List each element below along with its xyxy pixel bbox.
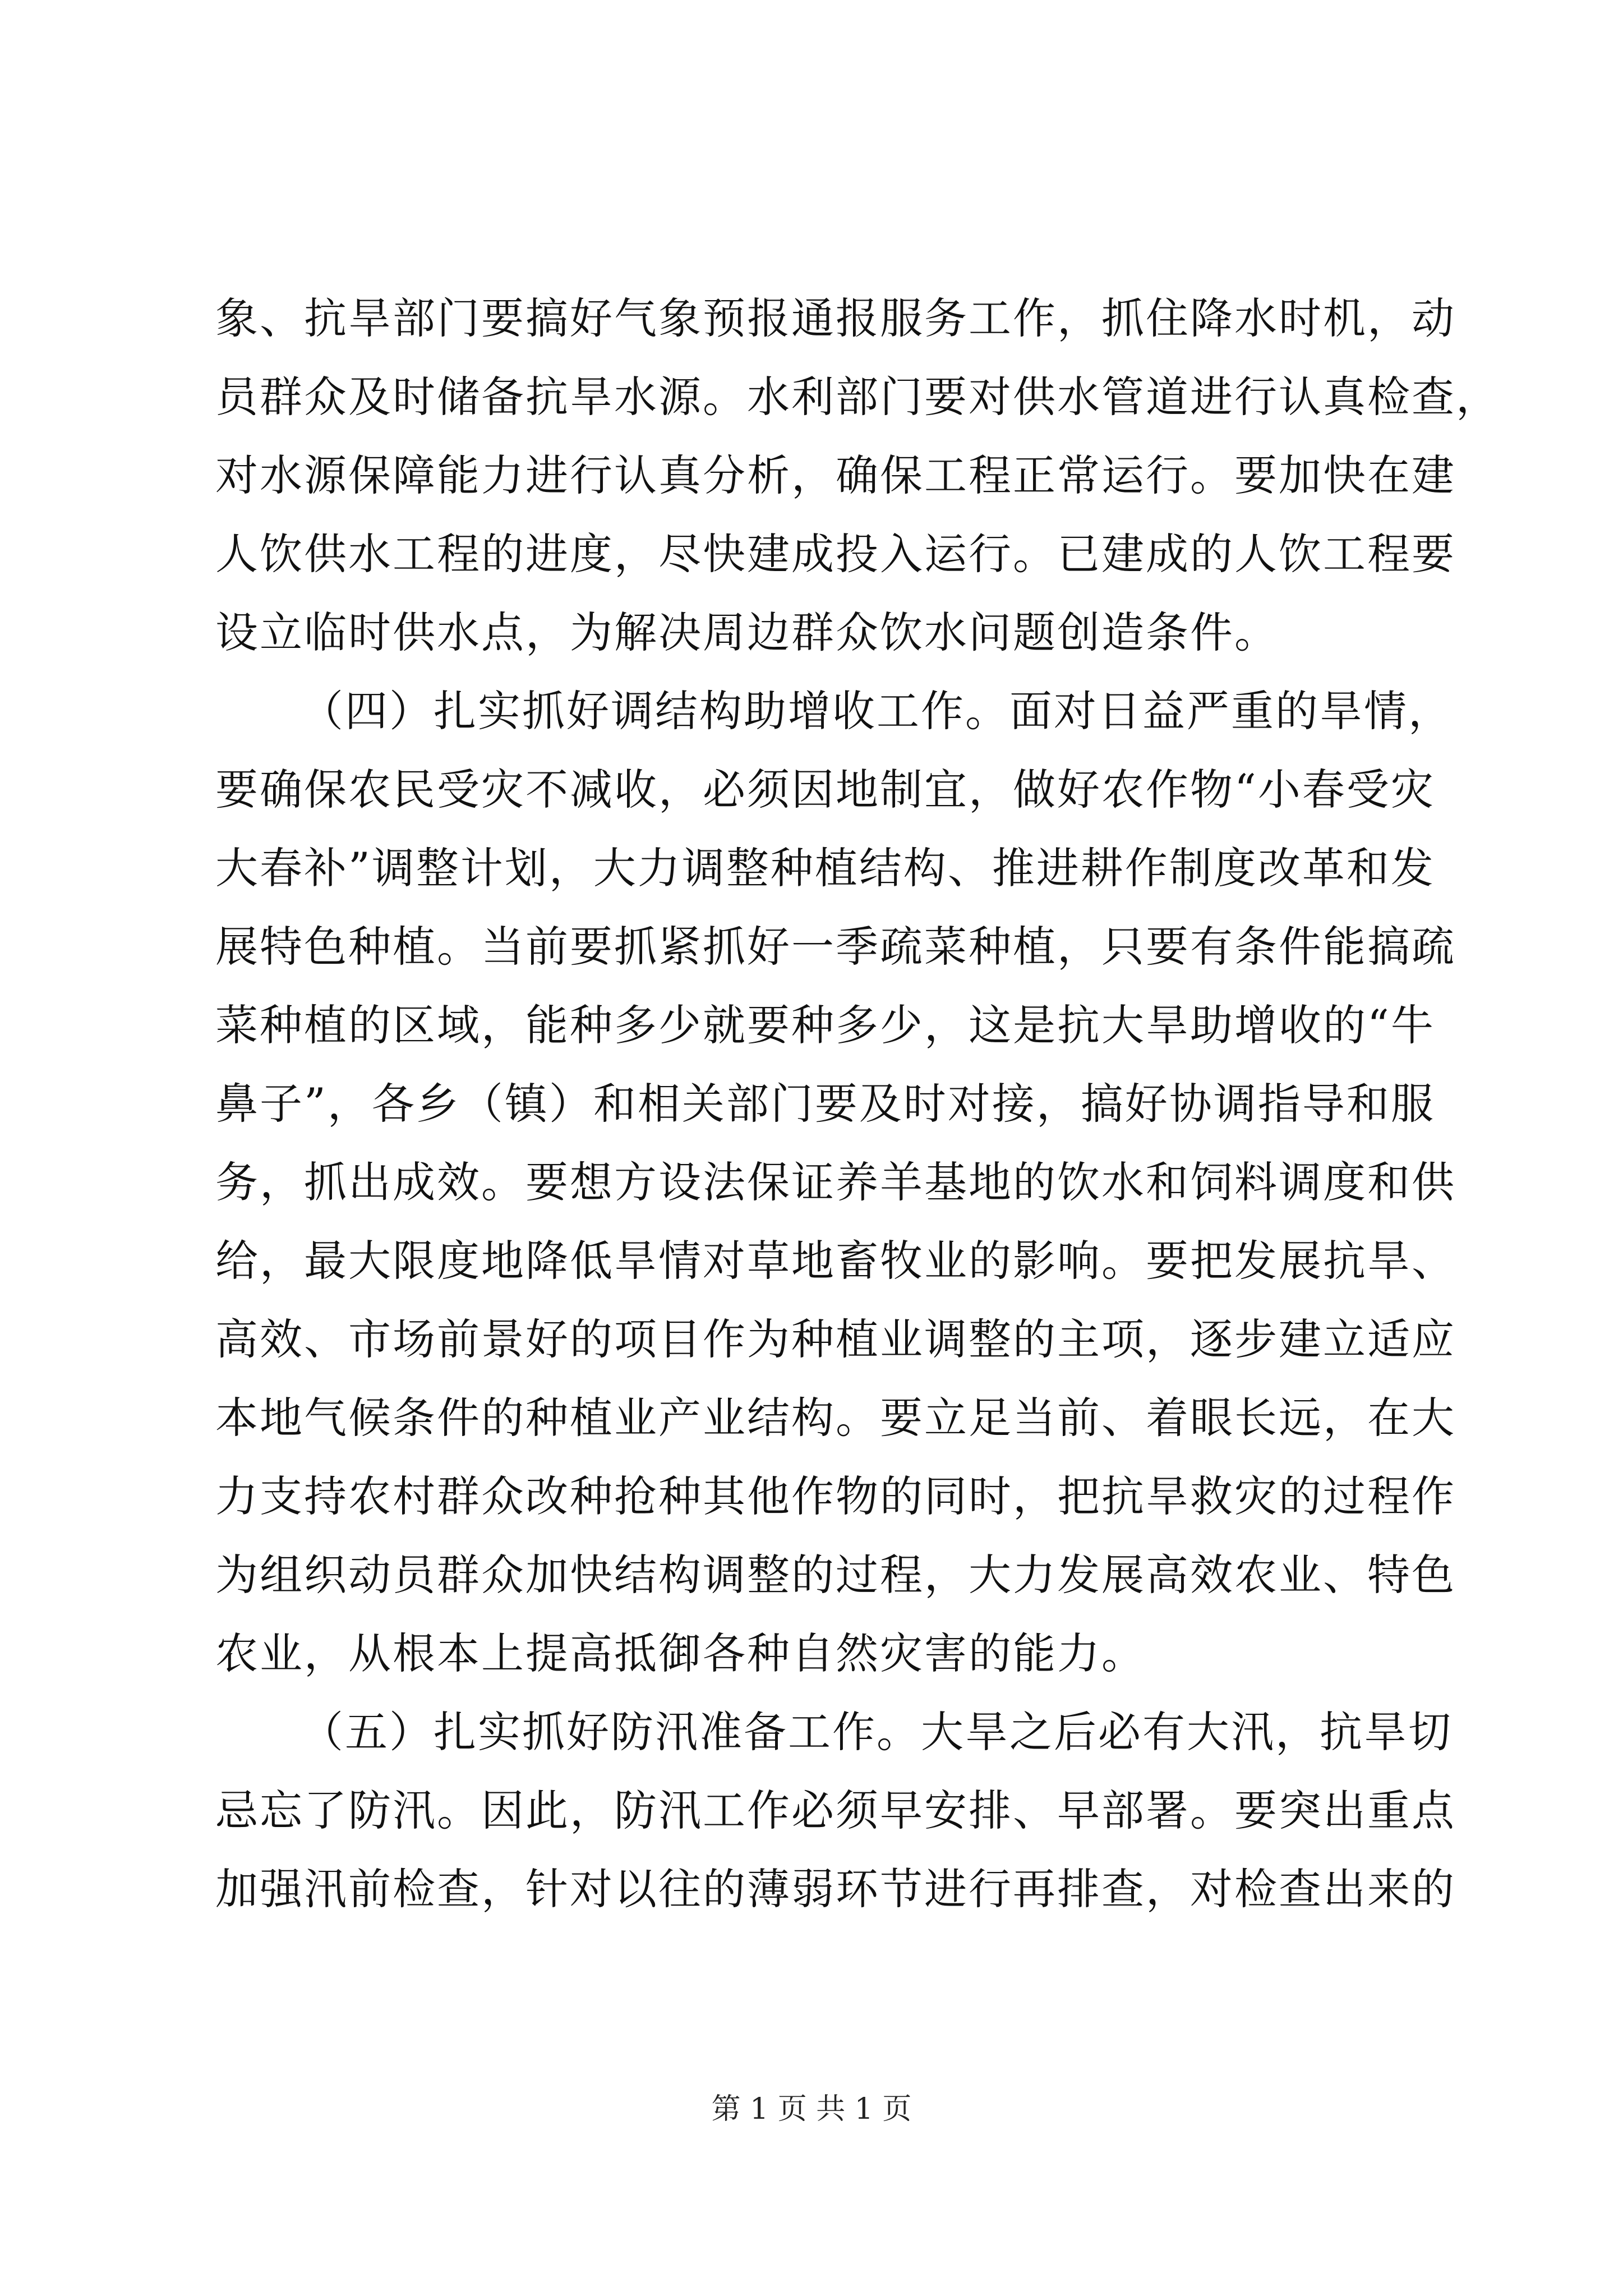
text-line: 要确保农民受灾不减收，必须因地制宜，做好农作物“小春受灾 (215, 765, 1435, 815)
text-line: 高效、市场前景好的项目作为种植业调整的主项，逐步建立适应 (215, 1314, 1456, 1364)
text-line: 人饮供水工程的进度，尽快建成投入运行。已建成的人饮工程要 (215, 529, 1456, 579)
page-footer: 第 1 页 共 1 页 (711, 2092, 912, 2126)
text-line: 加强汛前检查，针对以往的薄弱环节进行再排查，对检查出来的 (215, 1864, 1456, 1914)
text-line: 本地气候条件的种植业产业结构。要立足当前、着眼长远，在大 (215, 1393, 1456, 1443)
text-line: 为组织动员群众加快结构调整的过程，大力发展高效农业、特色 (215, 1550, 1456, 1600)
text-line: 力支持农村群众改种抢种其他作物的同时，把抗旱救灾的过程作 (215, 1471, 1456, 1521)
text-line: 菜种植的区域，能种多少就要种多少，这是抗大旱助增收的“牛 (215, 1000, 1435, 1050)
paragraph-heading-line: （四）扎实抓好调结构助增收工作。面对日益严重的旱情， (301, 686, 1453, 736)
text-line: 对水源保障能力进行认真分析，确保工程正常运行。要加快在建 (215, 450, 1456, 500)
text-line: 展特色种植。当前要抓紧抓好一季疏菜种植，只要有条件能搞疏 (215, 922, 1456, 972)
text-line: 象、抗旱部门要搞好气象预报通报服务工作，抓住降水时机，动 (215, 293, 1456, 343)
text-line: 员群众及时储备抗旱水源。水利部门要对供水管道进行认真检查， (215, 372, 1500, 422)
paragraph-heading-line: （五）扎实抓好防汛准备工作。大旱之后必有大汛，抗旱切 (301, 1707, 1453, 1757)
text-line: 大春补”调整计划，大力调整种植结构、推进耕作制度改革和发 (215, 843, 1435, 893)
text-line: 鼻子”，各乡（镇）和相关部门要及时对接，搞好协调指导和服 (215, 1079, 1435, 1129)
text-line: 务，抓出成效。要想方设法保证养羊基地的饮水和饲料调度和供 (215, 1157, 1456, 1207)
text-line: 给，最大限度地降低旱情对草地畜牧业的影响。要把发展抗旱、 (215, 1236, 1456, 1286)
text-line: 设立临时供水点，为解决周边群众饮水问题创造条件。 (215, 608, 1279, 657)
text-line: 忌忘了防汛。因此，防汛工作必须早安排、早部署。要突出重点 (215, 1786, 1456, 1835)
text-line: 农业，从根本上提高抵御各种自然灾害的能力。 (215, 1628, 1146, 1678)
